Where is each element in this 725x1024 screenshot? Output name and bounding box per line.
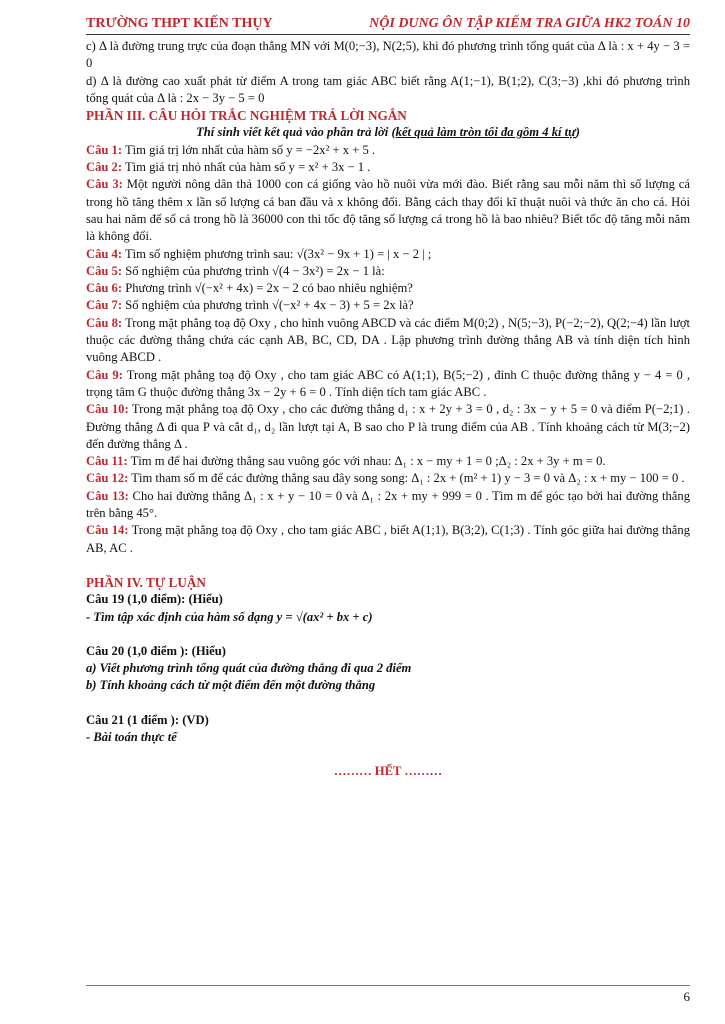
part4-heading: PHẦN IV. TỰ LUẬN (86, 574, 206, 590)
q21-item: - Bài toán thực tế (86, 729, 177, 744)
spacer (86, 695, 690, 712)
page-header (86, 14, 690, 35)
question-text: Số nghiệm của phương trình √(4 − 3x²) = 2x − 1 là: (125, 263, 385, 278)
q20-item-b: b) Tính khoảng cách từ một điểm đến một đường thẳng (86, 678, 376, 693)
document-title: NỘI DUNG ÔN TẬP KIỂM TRA GIỮA HK2 TOÁN 10 (369, 16, 690, 31)
question-text: Trong mặt phẳng toạ độ Oxy , cho các đường thẳng d₁ : x + 2y + 3 = 0 , d₂ : 3x − y + 5 = 0 và điểm P(−2;1) . Đường thẳng Δ đi qua P và cắt d₁, d₂ lần lượt tại A, B sao cho P là trung điểm của AB . Tính khoảng cách từ M(3;−2) đến đường thẳng Δ . (86, 402, 690, 451)
question-text: Tìm m để hai đường thẳng sau vuông góc với nhau: Δ₁ : x − my + 1 = 0 ;Δ₂ : 2x + 3y + m = 0. (130, 454, 606, 469)
school-name: TRƯỜNG THPT KIẾN THỤY (86, 16, 273, 31)
question-6 (86, 280, 690, 297)
question-9 (86, 367, 690, 402)
question-4 (86, 246, 690, 263)
question-text: Phương trình √(−x² + 4x) = 2x − 2 có bao nhiêu nghiệm? (125, 281, 413, 296)
note-suffix: ) (575, 125, 580, 140)
question-3 (86, 176, 690, 245)
part2-item-d: d) Δ là đường cao xuất phát từ điểm A trong tam giác ABC biết rằng A(1;−1), B(1;2), C(3;−3) ,khi đó phương trình tổng quát của Δ là : 2x − 3y − 5 = 0 (86, 73, 690, 105)
question-8 (86, 315, 690, 367)
q20-item-a: a) Viết phương trình tổng quát của đường thẳng đi qua 2 điểm (86, 661, 412, 676)
question-2 (86, 159, 690, 176)
question-text: Trong mặt phẳng toạ độ Oxy , cho tam giác ABC , biết A(1;1), B(3;2), C(1;3) . Tính góc giữa hai đường thẳng AB, AC . (86, 523, 690, 555)
question-label: Câu 9: (86, 367, 123, 382)
question-label: Câu 7: (86, 298, 123, 313)
question-5 (86, 263, 690, 280)
question-text: Tìm tham số m để các đường thẳng sau đây song song: Δ₁ : 2x + (m² + 1) y − 3 = 0 và Δ₂ : x + my − 100 = 0 . (131, 471, 685, 486)
q19-item: - Tìm tập xác định của hàm số dạng y = √(ax² + bx + c) (86, 609, 373, 624)
question-label: Câu 6: (86, 281, 123, 296)
question-label: Câu 13: (86, 488, 129, 503)
question-text: Tìm giá trị lớn nhất của hàm số y = −2x² + x + 5 . (124, 142, 376, 157)
spacer (86, 746, 690, 763)
q20-title: Câu 20 (1,0 điểm ): (Hiểu) (86, 643, 226, 658)
end-marker: ……… HẾT ……… (333, 764, 443, 779)
question-10 (86, 401, 690, 453)
question-label: Câu 11: (86, 454, 128, 469)
question-text: Tìm số nghiệm phương trình sau: √(3x² − 9x + 1) = | x − 2 | ; (124, 246, 432, 261)
q21-title: Câu 21 (1 điểm ): (VD) (86, 712, 209, 727)
question-13 (86, 488, 690, 523)
question-label: Câu 3: (86, 177, 123, 192)
note-underlined: kết quả làm tròn tối đa gồm 4 kí tự (395, 125, 576, 140)
question-text: Trong mặt phẳng toạ độ Oxy , cho hình vuông ABCD và các điểm M(0;2) , N(5;−3), P(−2;−2), Q(2;−4) lần lượt thuộc các đường thẳng chứa các cạnh AB, BC, CD, DA . Lập phương trình đường thẳng AB và tính diện tích hình vuông ABCD . (86, 315, 690, 365)
question-12 (86, 470, 690, 487)
question-label: Câu 1: (86, 142, 123, 157)
question-label: Câu 2: (86, 160, 123, 175)
question-label: Câu 10: (86, 402, 129, 417)
part3-heading: PHẦN III. CÂU HỎI TRẮC NGHIỆM TRẢ LỜI NGẮN (86, 108, 407, 124)
question-label: Câu 14: (86, 523, 129, 538)
part2-item-c: c) Δ là đường trung trực của đoạn thẳng MN với M(0;−3), N(2;5), khi đó phương trình tổng quát của Δ là : x + 4y − 3 = 0 (86, 39, 690, 71)
document-body (86, 38, 690, 781)
question-text: Trong mặt phẳng toạ độ Oxy , cho tam giác ABC có A(1;1), B(5;−2) , đỉnh C thuộc đường thẳng y − 4 = 0 , trọng tâm G thuộc đường thẳng 3x − 2y + 6 = 0 . Tính diện tích tam giác ABC . (86, 367, 690, 399)
question-1 (86, 142, 690, 159)
question-text: Tìm giá trị nhỏ nhất của hàm số y = x² + 3x − 1 . (124, 160, 371, 175)
question-label: Câu 4: (86, 246, 123, 261)
part3-note (86, 124, 690, 141)
note-prefix: Thí sinh viết kết quả vào phần trả lời ( (196, 125, 396, 140)
question-11 (86, 453, 690, 470)
q19-title: Câu 19 (1,0 điểm): (Hiểu) (86, 592, 223, 607)
question-14 (86, 522, 690, 557)
spacer (86, 557, 690, 574)
footer-divider (86, 985, 690, 986)
spacer (86, 626, 690, 643)
question-text: Một người nông dân thả 1000 con cá giống vào hồ nuôi vừa mới đào. Biết rằng sau mỗi năm thì số lượng cá trong hồ tăng thêm x lần số lượng cá ban đầu và x không đổi. Bằng cách thay đổi kĩ thuật nuôi và thức ăn cho cá. Hỏi sau hai năm để số cá trong hồ là 36000 con thì tốc độ tăng số lượng cá trong hồ là bao nhiêu? Biết tốc độ tăng mỗi năm là không đổi. (86, 177, 690, 244)
question-label: Câu 12: (86, 471, 129, 486)
page-number: 6 (683, 989, 690, 1004)
question-label: Câu 5: (86, 263, 123, 278)
question-text: Cho hai đường thẳng Δ₁ : x + y − 10 = 0 và Δ₁ : 2x + my + 999 = 0 . Tìm m để góc tạo bởi hai đường thẳng trên bằng 45°. (86, 488, 690, 521)
question-7 (86, 297, 690, 314)
question-text: Số nghiệm của phương trình √(−x² + 4x − 3) + 5 = 2x là? (125, 298, 414, 313)
question-label: Câu 8: (86, 315, 123, 330)
